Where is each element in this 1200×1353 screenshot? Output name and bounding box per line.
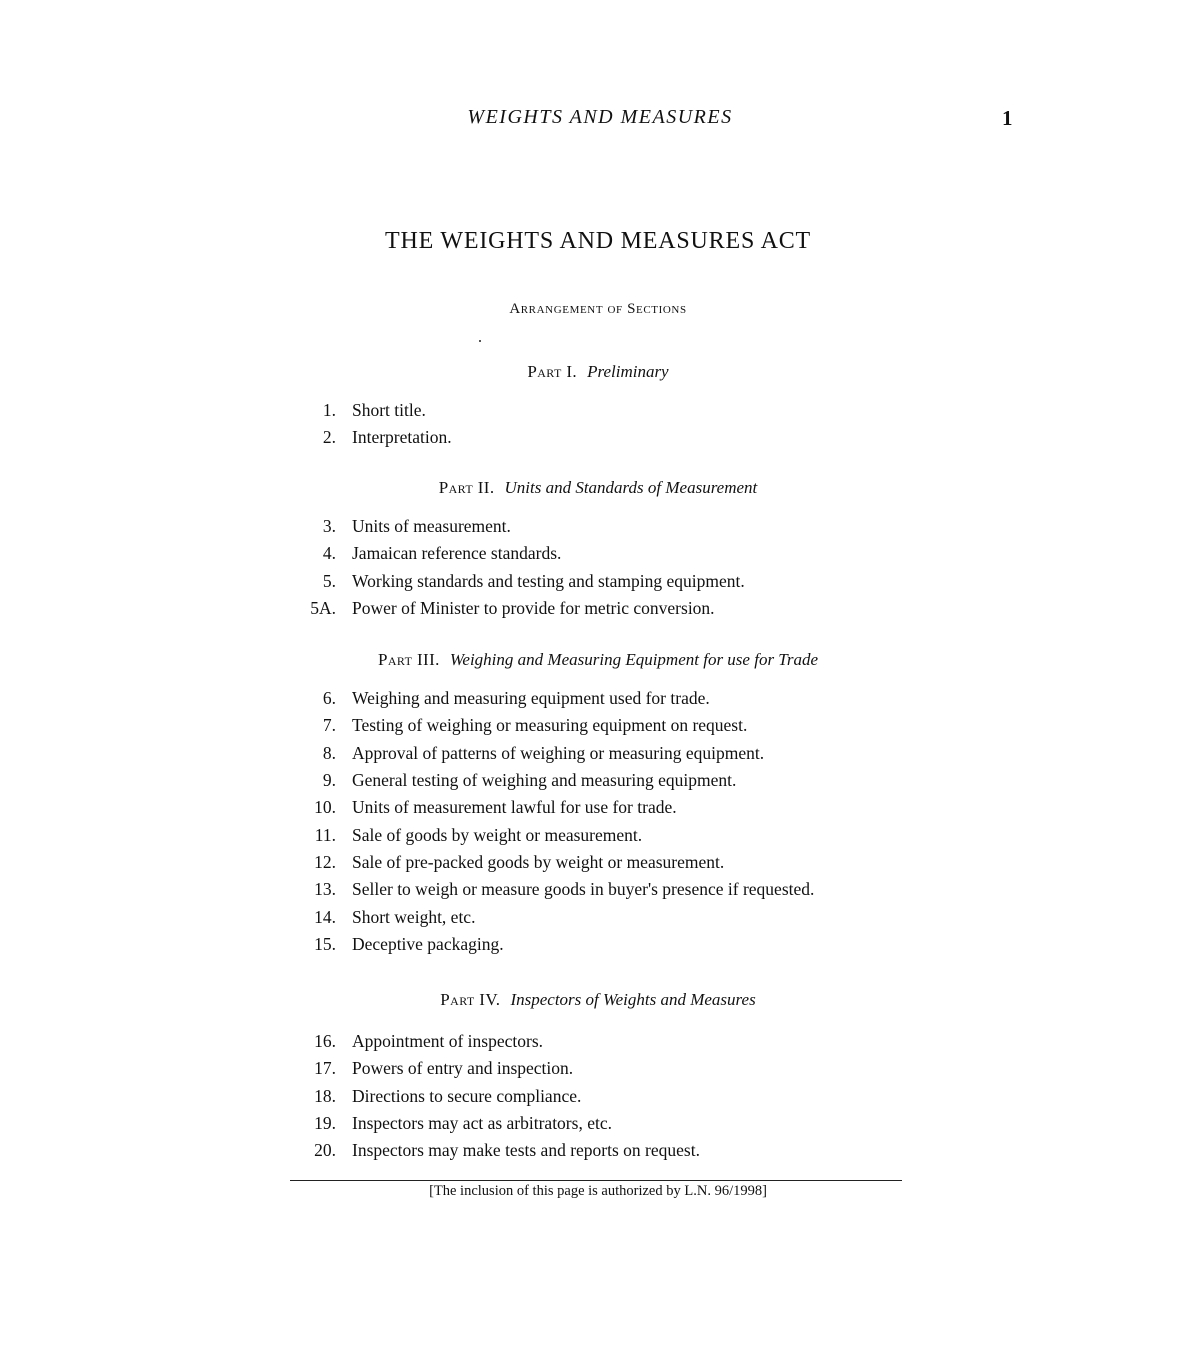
section-number: 17.	[314, 1058, 336, 1079]
section-title: Deceptive packaging.	[352, 933, 504, 954]
page-number: 1	[1002, 106, 1013, 130]
section-item	[300, 1028, 700, 1055]
part-heading-3	[0, 650, 1196, 670]
section-title: Short weight, etc.	[352, 906, 476, 927]
part-heading-1	[0, 362, 1196, 382]
section-number: 12.	[314, 851, 336, 872]
section-list-part-3	[300, 685, 814, 958]
section-item	[300, 712, 814, 739]
section-title: Inspectors may make tests and reports on request.	[352, 1140, 700, 1161]
section-number: 2.	[322, 427, 336, 448]
section-title: Sale of goods by weight or measurement.	[352, 824, 643, 845]
section-list-part-4	[300, 1028, 700, 1164]
section-item	[300, 595, 745, 622]
section-title: Seller to weigh or measure goods in buyer's presence if requested.	[352, 879, 815, 900]
section-number: 18.	[314, 1085, 336, 1106]
section-number: 3.	[322, 516, 336, 537]
section-item	[300, 767, 814, 794]
section-title: Units of measurement.	[352, 516, 511, 537]
part-heading-4	[0, 990, 1196, 1010]
section-number: 9.	[322, 770, 336, 791]
section-item	[300, 931, 814, 958]
section-title: Jamaican reference standards.	[352, 543, 562, 564]
section-title: Interpretation.	[352, 427, 452, 448]
part-title: Weighing and Measuring Equipment for use for Trade	[449, 650, 818, 669]
arrangement-heading: Arrangement of Sections	[509, 301, 687, 317]
section-number: 16.	[314, 1031, 336, 1052]
section-item	[300, 1137, 700, 1164]
section-number: 5.	[322, 570, 336, 591]
section-list-part-1	[300, 397, 452, 452]
section-title: Directions to secure compliance.	[352, 1085, 582, 1106]
section-item	[300, 568, 745, 595]
section-title: Appointment of inspectors.	[352, 1031, 544, 1052]
part-heading-2	[0, 478, 1196, 498]
part-label: Part IV.	[440, 990, 501, 1009]
section-item	[300, 903, 814, 930]
stray-dot	[479, 340, 481, 342]
section-number: 8.	[322, 742, 336, 763]
section-item	[300, 424, 452, 451]
act-title: THE WEIGHTS AND MEASURES ACT	[385, 228, 811, 254]
running-head-title: WEIGHTS AND MEASURES	[467, 106, 733, 128]
section-number: 4.	[322, 543, 336, 564]
section-title: Short title.	[352, 400, 426, 421]
section-number: 15.	[314, 933, 336, 954]
part-label: Part I.	[527, 362, 578, 381]
section-number: 10.	[314, 797, 336, 818]
section-item	[300, 513, 745, 540]
section-item	[300, 1055, 700, 1082]
section-title: Units of measurement lawful for use for trade.	[352, 797, 677, 818]
section-item	[300, 876, 814, 903]
footer-rule	[290, 1180, 902, 1181]
part-title: Preliminary	[587, 362, 669, 381]
section-title: Testing of weighing or measuring equipment on request.	[352, 715, 748, 736]
section-number: 14.	[314, 906, 336, 927]
section-item	[300, 1083, 700, 1110]
part-title: Inspectors of Weights and Measures	[510, 990, 756, 1009]
section-number: 20.	[314, 1140, 336, 1161]
section-number: 1.	[322, 400, 336, 421]
section-number: 19.	[314, 1113, 336, 1134]
section-item	[300, 849, 814, 876]
section-title: Sale of pre-packed goods by weight or measurement.	[352, 851, 725, 872]
section-title: Power of Minister to provide for metric conversion.	[352, 598, 715, 619]
part-label: Part II.	[438, 478, 495, 497]
section-number: 7.	[322, 715, 336, 736]
section-list-part-2	[300, 513, 745, 622]
section-item	[300, 821, 814, 848]
section-title: Approval of patterns of weighing or measuring equipment.	[352, 742, 765, 763]
section-title: Powers of entry and inspection.	[352, 1058, 574, 1079]
section-title: Inspectors may act as arbitrators, etc.	[352, 1113, 612, 1134]
section-title: General testing of weighing and measuring equipment.	[352, 770, 737, 791]
section-item	[300, 397, 452, 424]
section-item	[300, 794, 814, 821]
section-title: Working standards and testing and stamping equipment.	[352, 570, 745, 591]
section-number: 6.	[322, 688, 336, 709]
part-label: Part III.	[377, 650, 440, 669]
section-item	[300, 1110, 700, 1137]
section-title: Weighing and measuring equipment used for trade.	[352, 688, 710, 709]
section-item	[300, 685, 814, 712]
section-number: 13.	[314, 879, 336, 900]
footer-authorization-note: [The inclusion of this page is authorized by L.N. 96/1998]	[429, 1183, 767, 1199]
part-title: Units and Standards of Measurement	[504, 478, 758, 497]
section-number: 5A.	[310, 598, 336, 619]
section-number: 11.	[314, 824, 336, 845]
section-item	[300, 740, 814, 767]
section-item	[300, 540, 745, 567]
